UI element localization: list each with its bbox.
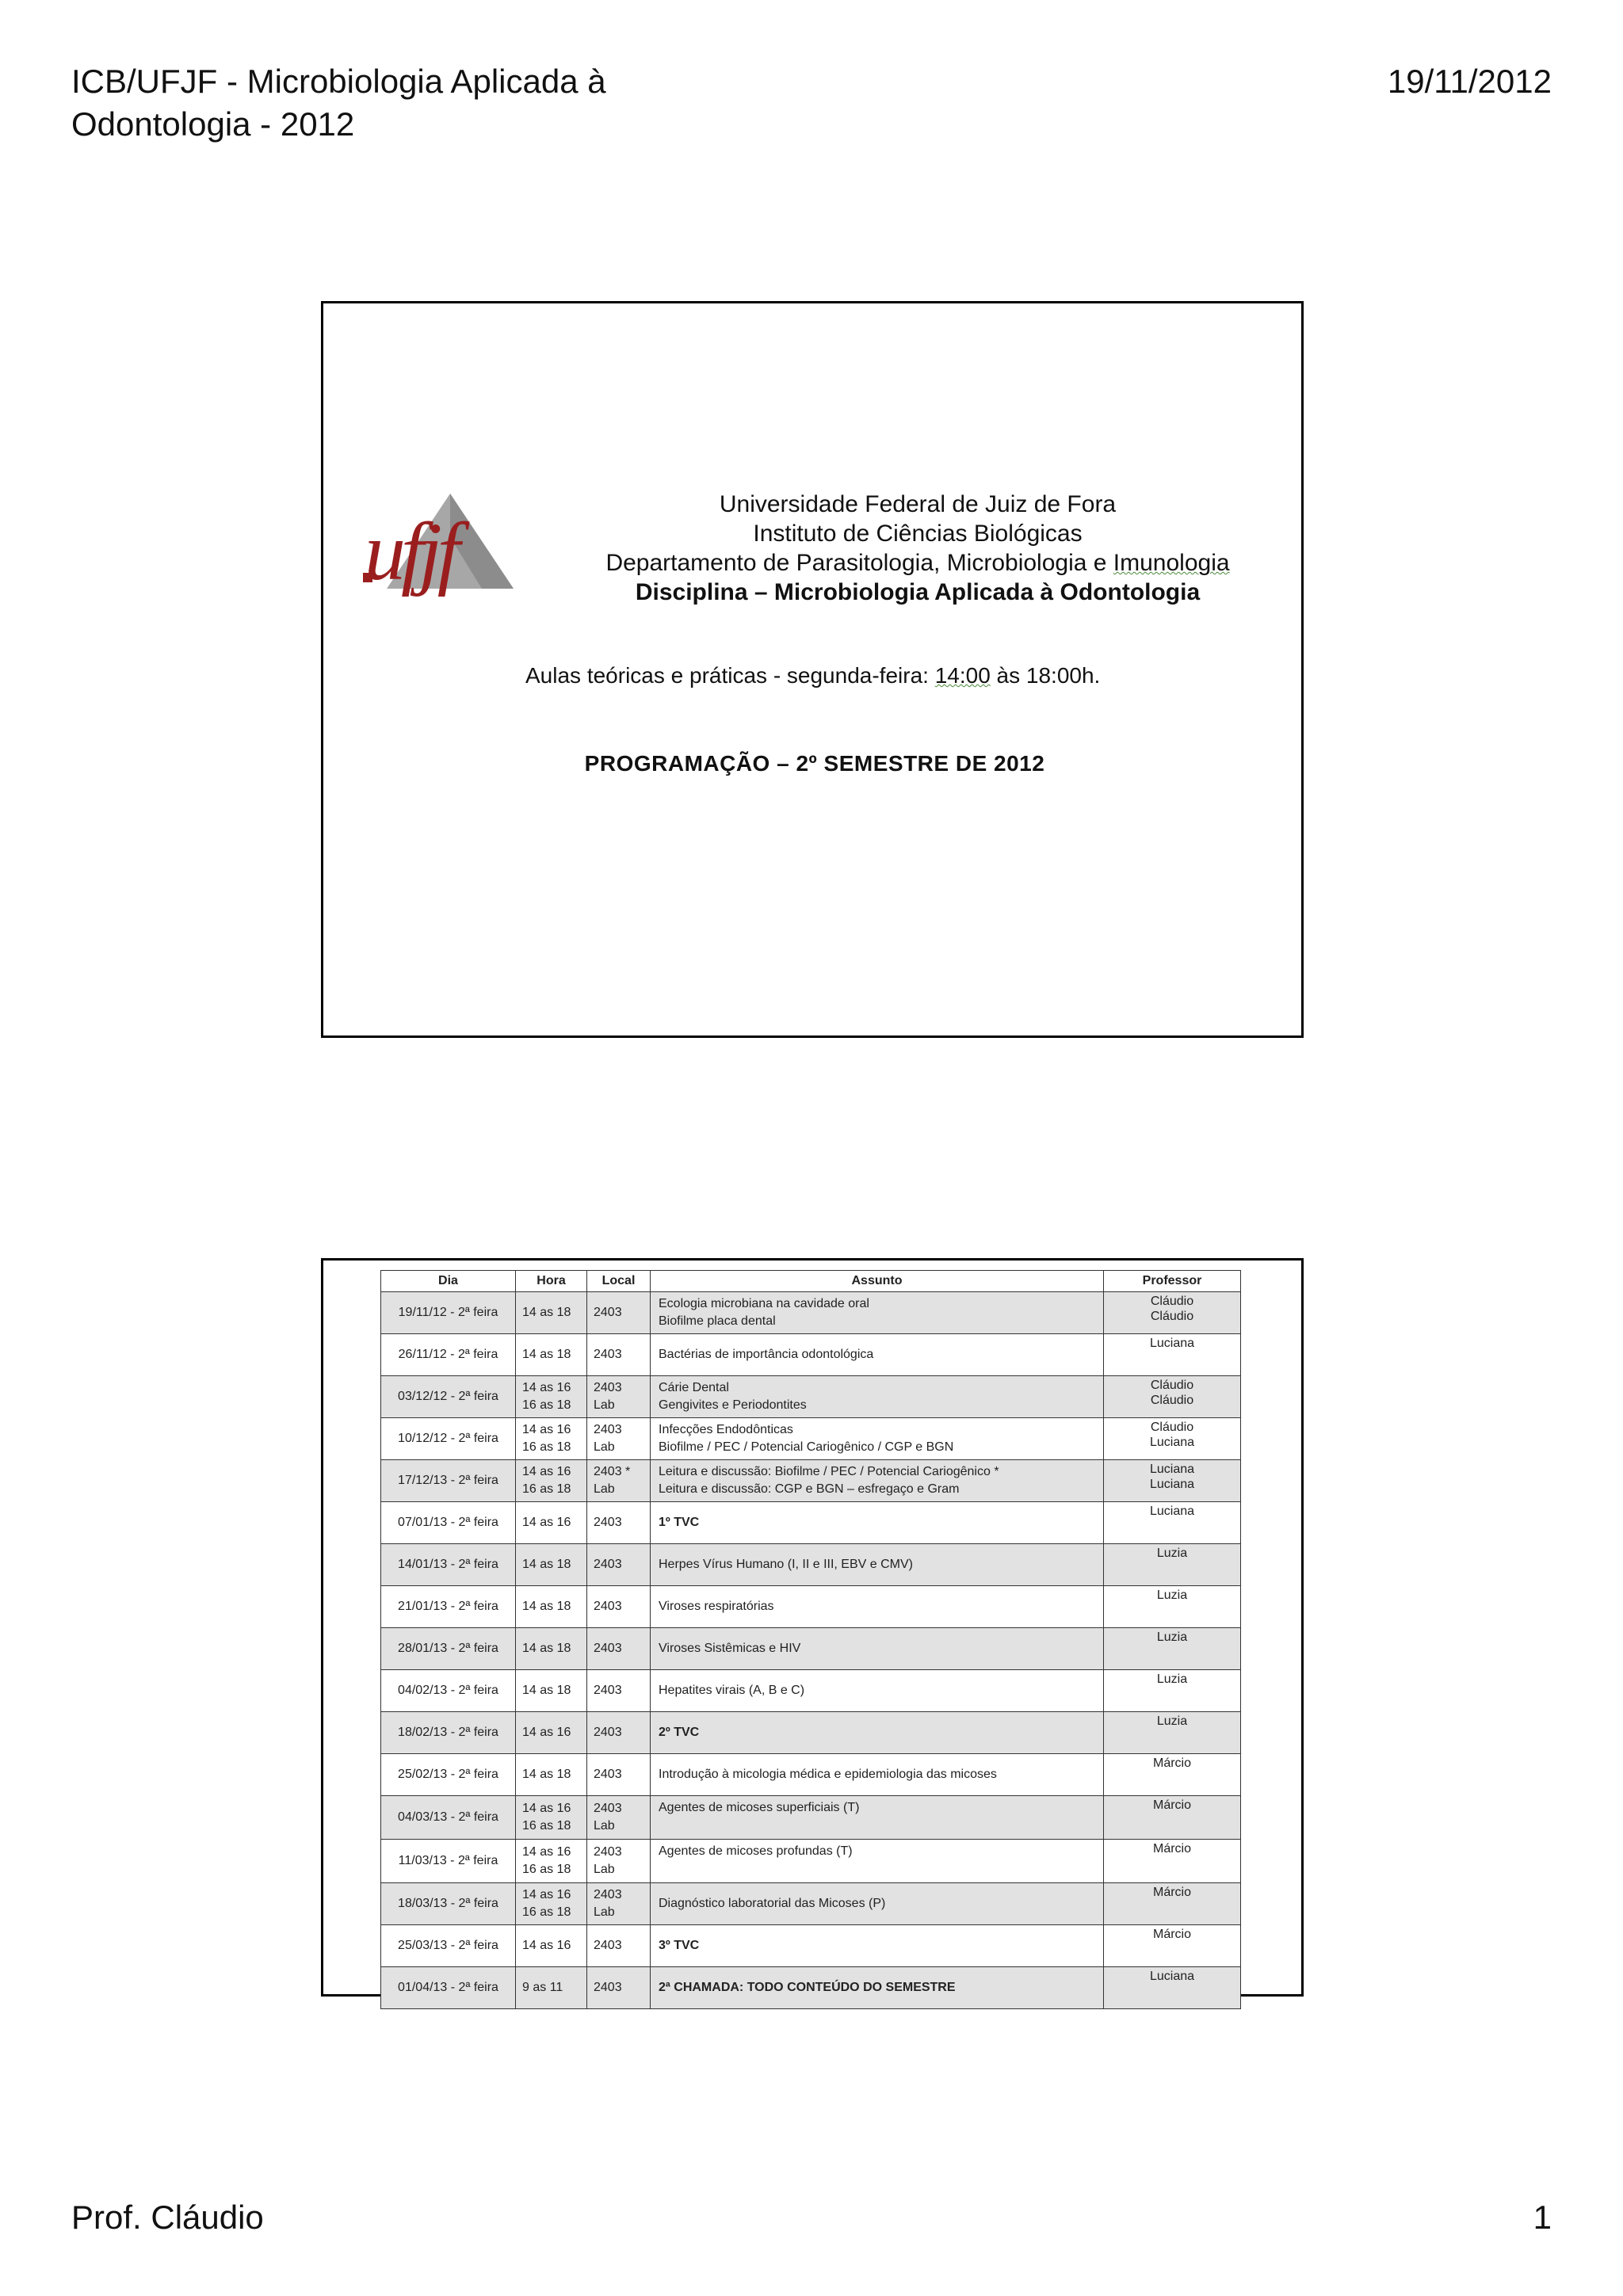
table-row [381, 1376, 1241, 1418]
cell-local [587, 1883, 651, 1925]
cell-line: Leitura e discussão: Biofilme / PEC / Potencial Cariogênico * [659, 1465, 999, 1478]
cell-local [587, 1840, 651, 1883]
cell-dia: 04/03/13 - 2ª feira [381, 1796, 516, 1840]
slide-schedule [321, 1258, 1304, 1997]
cell-hora [516, 1628, 587, 1670]
cell-assunto [651, 1840, 1104, 1883]
department-name [561, 548, 1274, 578]
cell-line: 2403 [594, 1348, 622, 1361]
cell-line: 14 as 16 [522, 1845, 571, 1859]
schedule-header-row [381, 1271, 1241, 1292]
cell-line: Luciana [1149, 1478, 1195, 1491]
cell-local [587, 1292, 651, 1334]
cell-line: 14 as 16 [522, 1516, 571, 1529]
cell-local [587, 1502, 651, 1544]
cell-line: Cláudio [1150, 1295, 1194, 1308]
cell-line: 1º TVC [659, 1516, 700, 1529]
cell-line: Cláudio [1150, 1379, 1194, 1392]
cell-line: 14 as 18 [522, 1558, 571, 1571]
col-header-hora: Hora [516, 1271, 587, 1292]
table-row [381, 1754, 1241, 1796]
cell-line: 2403 [594, 1939, 622, 1952]
cell-line: Luciana [1149, 1970, 1195, 1983]
cell-hora [516, 1796, 587, 1840]
cell-line: 16 as 18 [522, 1863, 571, 1876]
cell-line: 2403 [594, 1981, 622, 1994]
cell-hora [516, 1712, 587, 1754]
cell-professor [1104, 1967, 1241, 2009]
cell-professor [1104, 1292, 1241, 1334]
cell-local [587, 1586, 651, 1628]
cell-line: 2403 [594, 1558, 622, 1571]
cell-line: 14 as 18 [522, 1600, 571, 1613]
cell-line: Viroses Sistêmicas e HIV [659, 1642, 801, 1655]
cell-line: 2403 [594, 1888, 622, 1901]
cell-local [587, 1967, 651, 2009]
discipline-name: Disciplina – Microbiologia Aplicada à Odontologia [635, 579, 1201, 605]
cell-line: Viroses respiratórias [659, 1600, 774, 1613]
cell-dia: 26/11/12 - 2ª feira [381, 1334, 516, 1376]
cell-local [587, 1796, 651, 1840]
cell-line: Biofilme / PEC / Potencial Cariogênico / CGP e BGN [659, 1440, 954, 1454]
program-title: PROGRAMAÇÃO – 2º SEMESTRE DE 2012 [584, 751, 1045, 776]
col-header-assunto: Assunto [651, 1271, 1104, 1292]
cell-line: 2403 [594, 1845, 622, 1859]
header-title-line2: Odontologia - 2012 [71, 105, 355, 143]
cell-assunto [651, 1628, 1104, 1670]
cell-dia: 21/01/13 - 2ª feira [381, 1586, 516, 1628]
cell-hora [516, 1840, 587, 1883]
cell-dia: 25/02/13 - 2ª feira [381, 1754, 516, 1796]
cell-dia: 28/01/13 - 2ª feira [381, 1628, 516, 1670]
cell-hora [516, 1460, 587, 1502]
cell-line: Márcio [1152, 1928, 1191, 1941]
cell-hora [516, 1418, 587, 1460]
cell-professor [1104, 1586, 1241, 1628]
cell-line: 14 as 16 [522, 1939, 571, 1952]
cell-dia: 11/03/13 - 2ª feira [381, 1840, 516, 1883]
table-row [381, 1586, 1241, 1628]
cell-dia: 01/04/13 - 2ª feira [381, 1967, 516, 2009]
cell-assunto [651, 1502, 1104, 1544]
cell-professor [1104, 1840, 1241, 1883]
cell-hora [516, 1376, 587, 1418]
cell-hora [516, 1334, 587, 1376]
cell-line: Luciana [1149, 1505, 1195, 1518]
cell-line: Cárie Dental [659, 1381, 729, 1394]
col-header-professor: Professor [1104, 1271, 1241, 1292]
footer-author: Prof. Cláudio [71, 2199, 264, 2236]
cell-line: Diagnóstico laboratorial das Micoses (P) [659, 1897, 886, 1910]
cell-line: Luzia [1156, 1547, 1188, 1560]
cell-assunto [651, 1292, 1104, 1334]
cell-line: Agentes de micoses profundas (T) [659, 1844, 853, 1858]
cell-dia: 07/01/13 - 2ª feira [381, 1502, 516, 1544]
cell-line: Cláudio [1150, 1421, 1194, 1434]
cell-professor [1104, 1796, 1241, 1840]
cell-line: 14 as 18 [522, 1306, 571, 1319]
cell-local [587, 1376, 651, 1418]
cell-line: 2403 [594, 1726, 622, 1739]
table-row [381, 1628, 1241, 1670]
table-row [381, 1334, 1241, 1376]
cell-professor [1104, 1334, 1241, 1376]
department-prefix: Departamento de Parasitologia, Microbiologia e [605, 550, 1113, 576]
cell-line: Lab [594, 1440, 615, 1454]
institute-name: Instituto de Ciências Biológicas [753, 521, 1083, 547]
cell-assunto [651, 1376, 1104, 1418]
schedule-body [381, 1292, 1241, 2009]
cell-line: Luciana [1149, 1436, 1195, 1449]
cell-hora [516, 1925, 587, 1967]
cell-professor [1104, 1460, 1241, 1502]
cell-line: 14 as 16 [522, 1888, 571, 1901]
cell-line: 16 as 18 [522, 1905, 571, 1919]
cell-hora [516, 1883, 587, 1925]
cell-professor [1104, 1628, 1241, 1670]
cell-line: 2403 [594, 1516, 622, 1529]
cell-assunto [651, 1754, 1104, 1796]
cell-hora [516, 1502, 587, 1544]
university-name: Universidade Federal de Juiz de Fora [719, 491, 1117, 517]
table-row [381, 1460, 1241, 1502]
cell-line: Cláudio [1150, 1394, 1194, 1407]
table-row [381, 1292, 1241, 1334]
slide-title [321, 301, 1304, 1038]
cell-local [587, 1754, 651, 1796]
cell-line: 14 as 18 [522, 1348, 571, 1361]
cell-assunto [651, 1460, 1104, 1502]
cell-professor [1104, 1544, 1241, 1586]
cell-line: 14 as 18 [522, 1642, 571, 1655]
cell-line: 16 as 18 [522, 1819, 571, 1833]
cell-dia: 10/12/12 - 2ª feira [381, 1418, 516, 1460]
cell-dia: 18/03/13 - 2ª feira [381, 1883, 516, 1925]
cell-line: 2403 [594, 1423, 622, 1436]
cell-line: Agentes de micoses superficiais (T) [659, 1801, 860, 1814]
cell-line: Luciana [1149, 1463, 1195, 1476]
cell-local [587, 1628, 651, 1670]
cell-line: 9 as 11 [522, 1981, 563, 1994]
cell-assunto [651, 1586, 1104, 1628]
cell-line: 2403 [594, 1642, 622, 1655]
cell-hora [516, 1292, 587, 1334]
cell-line: Márcio [1152, 1842, 1191, 1855]
cell-dia: 19/11/12 - 2ª feira [381, 1292, 516, 1334]
table-row [381, 1502, 1241, 1544]
cell-line: 2403 [594, 1684, 622, 1697]
cell-local [587, 1712, 651, 1754]
cell-professor [1104, 1925, 1241, 1967]
cell-line: 2403 [594, 1381, 622, 1394]
cell-assunto [651, 1544, 1104, 1586]
col-header-local: Local [587, 1271, 651, 1292]
cell-dia: 17/12/13 - 2ª feira [381, 1460, 516, 1502]
cell-hora [516, 1754, 587, 1796]
cell-dia: 18/02/13 - 2ª feira [381, 1712, 516, 1754]
header-date: 19/11/2012 [1387, 63, 1552, 100]
table-row [381, 1967, 1241, 2009]
cell-line: Leitura e discussão: CGP e BGN – esfregaço e Gram [659, 1482, 960, 1496]
cell-local [587, 1334, 651, 1376]
classes-prefix: Aulas teóricas e práticas - segunda-feira: [525, 663, 935, 688]
cell-dia: 25/03/13 - 2ª feira [381, 1925, 516, 1967]
cell-line: Herpes Vírus Humano (I, II e III, EBV e CMV) [659, 1558, 913, 1571]
cell-dia: 14/01/13 - 2ª feira [381, 1544, 516, 1586]
cell-local [587, 1544, 651, 1586]
cell-dia: 04/02/13 - 2ª feira [381, 1670, 516, 1712]
cell-line: Luzia [1156, 1672, 1188, 1686]
cell-line: 2ª CHAMADA: TODO CONTEÚDO DO SEMESTRE [659, 1981, 956, 1994]
cell-assunto [651, 1925, 1104, 1967]
cell-hora [516, 1586, 587, 1628]
cell-line: Lab [594, 1905, 615, 1919]
table-row [381, 1712, 1241, 1754]
table-row [381, 1418, 1241, 1460]
ufjf-logo [363, 490, 514, 608]
cell-line: 2403 [594, 1802, 622, 1815]
cell-assunto [651, 1670, 1104, 1712]
cell-line: Márcio [1152, 1886, 1191, 1899]
table-row [381, 1883, 1241, 1925]
cell-line: Lab [594, 1863, 615, 1876]
cell-assunto [651, 1967, 1104, 2009]
cell-line: 16 as 18 [522, 1482, 571, 1496]
cell-professor [1104, 1670, 1241, 1712]
cell-line: Bactérias de importância odontológica [659, 1348, 874, 1361]
header-title-line1: ICB/UFJF - Microbiologia Aplicada à [71, 63, 606, 100]
table-row [381, 1796, 1241, 1840]
cell-assunto [651, 1418, 1104, 1460]
cell-line: Márcio [1152, 1798, 1191, 1812]
table-row [381, 1544, 1241, 1586]
cell-line: 14 as 18 [522, 1768, 571, 1781]
classes-suffix: às 18:00h. [990, 663, 1101, 688]
cell-professor [1104, 1502, 1241, 1544]
cell-line: Lab [594, 1819, 615, 1833]
cell-line: 14 as 16 [522, 1465, 571, 1478]
cell-line: Luzia [1156, 1589, 1188, 1602]
cell-line: Cláudio [1150, 1310, 1194, 1323]
cell-line: 2403 [594, 1600, 622, 1613]
page-header-title [71, 60, 785, 146]
table-row [381, 1670, 1241, 1712]
cell-line: Lab [594, 1398, 615, 1412]
institution-block [561, 490, 1274, 607]
table-row [381, 1925, 1241, 1967]
cell-line: 14 as 16 [522, 1381, 571, 1394]
cell-line: Luzia [1156, 1630, 1188, 1644]
cell-local [587, 1670, 651, 1712]
cell-local [587, 1418, 651, 1460]
cell-line: 16 as 18 [522, 1440, 571, 1454]
cell-line: 2403 * [594, 1465, 631, 1478]
cell-professor [1104, 1418, 1241, 1460]
cell-assunto [651, 1334, 1104, 1376]
cell-line: Ecologia microbiana na cavidade oral [659, 1297, 869, 1310]
col-header-dia: Dia [381, 1271, 516, 1292]
department-last-word: Imunologia [1113, 550, 1230, 576]
cell-hora [516, 1544, 587, 1586]
cell-line: 14 as 16 [522, 1802, 571, 1815]
cell-line: Gengivites e Periodontites [659, 1398, 807, 1412]
cell-line: Luzia [1156, 1714, 1188, 1728]
cell-line: Introdução à micologia médica e epidemiologia das micoses [659, 1768, 997, 1781]
cell-professor [1104, 1754, 1241, 1796]
cell-professor [1104, 1712, 1241, 1754]
cell-line: 2403 [594, 1768, 622, 1781]
logo-text: ufjf [365, 506, 456, 597]
cell-hora [516, 1670, 587, 1712]
cell-line: Infecções Endodônticas [659, 1423, 793, 1436]
page-number: 1 [1533, 2199, 1552, 2236]
table-row [381, 1840, 1241, 1883]
cell-line: 2403 [594, 1306, 622, 1319]
cell-line: 2º TVC [659, 1726, 700, 1739]
cell-line: Biofilme placa dental [659, 1314, 776, 1328]
cell-line: Hepatites virais (A, B e C) [659, 1684, 805, 1697]
cell-assunto [651, 1712, 1104, 1754]
cell-line: 14 as 16 [522, 1423, 571, 1436]
cell-line: Lab [594, 1482, 615, 1496]
cell-local [587, 1925, 651, 1967]
cell-line: 16 as 18 [522, 1398, 571, 1412]
cell-dia: 03/12/12 - 2ª feira [381, 1376, 516, 1418]
classes-time: 14:00 [934, 663, 991, 688]
cell-assunto [651, 1883, 1104, 1925]
cell-line: Luciana [1149, 1337, 1195, 1350]
cell-professor [1104, 1883, 1241, 1925]
cell-hora [516, 1967, 587, 2009]
cell-assunto [651, 1796, 1104, 1840]
cell-line: 14 as 16 [522, 1726, 571, 1739]
class-schedule-note [525, 662, 1100, 690]
cell-line: 14 as 18 [522, 1684, 571, 1697]
cell-line: 3º TVC [659, 1939, 700, 1952]
cell-local [587, 1460, 651, 1502]
cell-line: Márcio [1152, 1756, 1191, 1770]
cell-professor [1104, 1376, 1241, 1418]
schedule-table [380, 1270, 1241, 2009]
